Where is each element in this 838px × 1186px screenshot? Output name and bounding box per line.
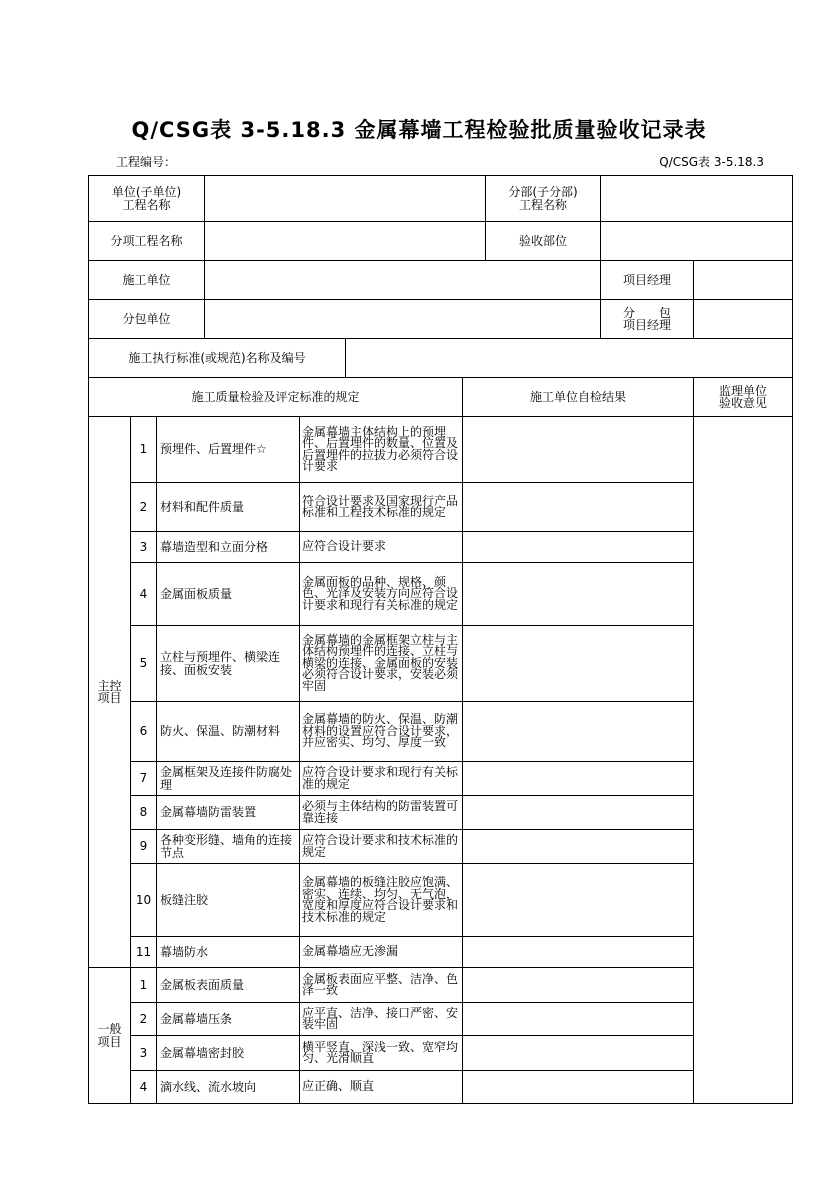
item-standard: 必须与主体结构的防雷装置可靠连接 — [300, 796, 463, 830]
self-check-result-field[interactable] — [463, 1071, 694, 1104]
sub-pm-line1: 分 包 — [622, 305, 671, 320]
item-standard: 横平竖直、深浅一致、宽窄均匀、光滑顺直 — [300, 1036, 463, 1071]
table-row — [89, 1071, 793, 1104]
category-line2: 项目 — [97, 1034, 122, 1049]
item-standard: 金属板表面应平整、洁净、色泽一致 — [300, 968, 463, 1003]
item-standard: 应符合设计要求和现行有关标准的规定 — [300, 762, 463, 796]
item-number: 9 — [131, 830, 157, 864]
table-row — [89, 532, 793, 563]
item-standard: 应符合设计要求和技术标准的规定 — [300, 830, 463, 864]
sub-pm-line2: 项目经理 — [622, 318, 671, 332]
item-standard: 应正确、顺直 — [300, 1071, 463, 1104]
self-check-result-field[interactable] — [463, 1003, 694, 1036]
item-name: 各种变形缝、墙角的连接节点 — [157, 830, 300, 864]
form-title: Q/CSG表 3-5.18.3 金属幕墙工程检验批质量验收记录表 — [131, 118, 707, 142]
self-check-result-field[interactable] — [463, 483, 694, 532]
table-row — [89, 830, 793, 864]
item-standard: 金属幕墙的金属框架立柱与主体结构预埋件的连接、立柱与横梁的连接、金属面板的安装必须符合设计要求，安装必须牢固 — [300, 626, 463, 702]
general-category — [89, 968, 131, 1104]
item-name: 预埋件、后置埋件☆ — [157, 417, 300, 483]
unit-name-label: 单位(子单位) 工程名称 — [89, 176, 205, 222]
item-name: 金属幕墙防雷装置 — [157, 796, 300, 830]
standard-name-field[interactable] — [346, 339, 793, 378]
self-check-result-field[interactable] — [463, 864, 694, 937]
item-number: 3 — [131, 532, 157, 563]
subitem-name-label: 分项工程名称 — [89, 222, 205, 261]
project-info-table — [88, 175, 793, 378]
item-number: 6 — [131, 702, 157, 762]
self-check-result-field[interactable] — [463, 1036, 694, 1071]
header-supervisor — [694, 378, 793, 417]
item-name: 材料和配件质量 — [157, 483, 300, 532]
subcontractor-field[interactable] — [205, 300, 601, 339]
self-check-result-field[interactable] — [463, 830, 694, 864]
item-number: 3 — [131, 1036, 157, 1071]
item-number: 11 — [131, 937, 157, 968]
division-name-label: 分部(子分部) 工程名称 — [486, 176, 601, 222]
item-standard: 金属面板的品种、规格、颜色、光泽及安装方向应符合设计要求和现行有关标准的规定 — [300, 563, 463, 626]
division-name-field[interactable] — [601, 176, 793, 222]
table-row — [89, 702, 793, 762]
item-name: 立柱与预埋件、横梁连接、面板安装 — [157, 626, 300, 702]
header-self-check: 施工单位自检结果 — [463, 378, 694, 417]
acceptance-part-field[interactable] — [601, 222, 793, 261]
item-standard: 应平直、洁净、接口严密、安装牢固 — [300, 1003, 463, 1036]
table-row — [89, 864, 793, 937]
item-name: 幕墙造型和立面分格 — [157, 532, 300, 563]
table-row — [89, 762, 793, 796]
item-standard: 金属幕墙的板缝注胶应饱满、密实、连续、均匀、无气泡，宽度和厚度应符合设计要求和技术标准的规定 — [300, 864, 463, 937]
table-row — [89, 483, 793, 532]
self-check-result-field[interactable] — [463, 563, 694, 626]
self-check-result-field[interactable] — [463, 968, 694, 1003]
item-number: 1 — [131, 417, 157, 483]
self-check-result-field[interactable] — [463, 417, 694, 483]
acceptance-part-label: 验收部位 — [486, 222, 601, 261]
item-name: 金属框架及连接件防腐处理 — [157, 762, 300, 796]
category-line1: 一般 — [97, 1022, 122, 1036]
category-line2: 项目 — [97, 691, 122, 705]
self-check-result-field[interactable] — [463, 626, 694, 702]
self-check-result-field[interactable] — [463, 532, 694, 563]
item-number: 7 — [131, 762, 157, 796]
item-number: 1 — [131, 968, 157, 1003]
table-row — [89, 1003, 793, 1036]
subitem-name-field[interactable] — [205, 222, 486, 261]
item-number: 2 — [131, 483, 157, 532]
table-row — [89, 937, 793, 968]
item-number: 4 — [131, 563, 157, 626]
item-number: 4 — [131, 1071, 157, 1104]
sub-project-manager-label — [601, 300, 694, 339]
category-line1: 主控 — [97, 678, 122, 693]
item-standard: 应符合设计要求 — [300, 532, 463, 563]
header-supervisor-line1: 监理单位 — [719, 383, 768, 398]
project-number-label: 工程编号： — [116, 155, 177, 169]
header-standard: 施工质量检验及评定标准的规定 — [89, 378, 463, 417]
standard-name-label: 施工执行标准(或规范)名称及编号 — [89, 339, 346, 378]
header-supervisor-line2: 验收意见 — [719, 396, 768, 410]
table-row — [89, 563, 793, 626]
item-standard: 金属幕墙应无渗漏 — [300, 937, 463, 968]
inspection-table — [88, 377, 793, 1104]
subcontractor-label: 分包单位 — [89, 300, 205, 339]
self-check-result-field[interactable] — [463, 937, 694, 968]
table-row — [89, 1036, 793, 1071]
item-number: 5 — [131, 626, 157, 702]
table-row — [89, 796, 793, 830]
form-code: Q/CSG表 3-5.18.3 — [659, 155, 764, 169]
self-check-result-field[interactable] — [463, 796, 694, 830]
contractor-field[interactable] — [205, 261, 601, 300]
item-name: 金属幕墙压条 — [157, 1003, 300, 1036]
item-standard: 符合设计要求及国家现行产品标准和工程技术标准的规定 — [300, 483, 463, 532]
item-standard: 金属幕墙的防火、保温、防潮材料的设置应符合设计要求，并应密实、均匀、厚度一致 — [300, 702, 463, 762]
supervisor-opinion-field[interactable] — [694, 417, 793, 1104]
table-row — [89, 417, 793, 483]
sub-project-manager-field[interactable] — [694, 300, 793, 339]
item-name: 金属板表面质量 — [157, 968, 300, 1003]
contractor-label: 施工单位 — [89, 261, 205, 300]
main_control-category — [89, 417, 131, 968]
item-number: 10 — [131, 864, 157, 937]
item-standard: 金属幕墙主体结构上的预埋件、后置埋件的数量、位置及后置埋件的拉拔力必须符合设计要求 — [300, 417, 463, 483]
table-row — [89, 626, 793, 702]
item-name: 金属面板质量 — [157, 563, 300, 626]
item-name: 幕墙防水 — [157, 937, 300, 968]
unit-name-field[interactable] — [205, 176, 486, 222]
item-number: 2 — [131, 1003, 157, 1036]
item-number: 8 — [131, 796, 157, 830]
item-name: 防火、保温、防潮材料 — [157, 702, 300, 762]
item-name: 滴水线、流水坡向 — [157, 1071, 300, 1104]
self-check-result-field[interactable] — [463, 702, 694, 762]
table-row — [89, 968, 793, 1003]
project-manager-label: 项目经理 — [601, 261, 694, 300]
item-name: 金属幕墙密封胶 — [157, 1036, 300, 1071]
item-name: 板缝注胶 — [157, 864, 300, 937]
project-manager-field[interactable] — [694, 261, 793, 300]
self-check-result-field[interactable] — [463, 762, 694, 796]
